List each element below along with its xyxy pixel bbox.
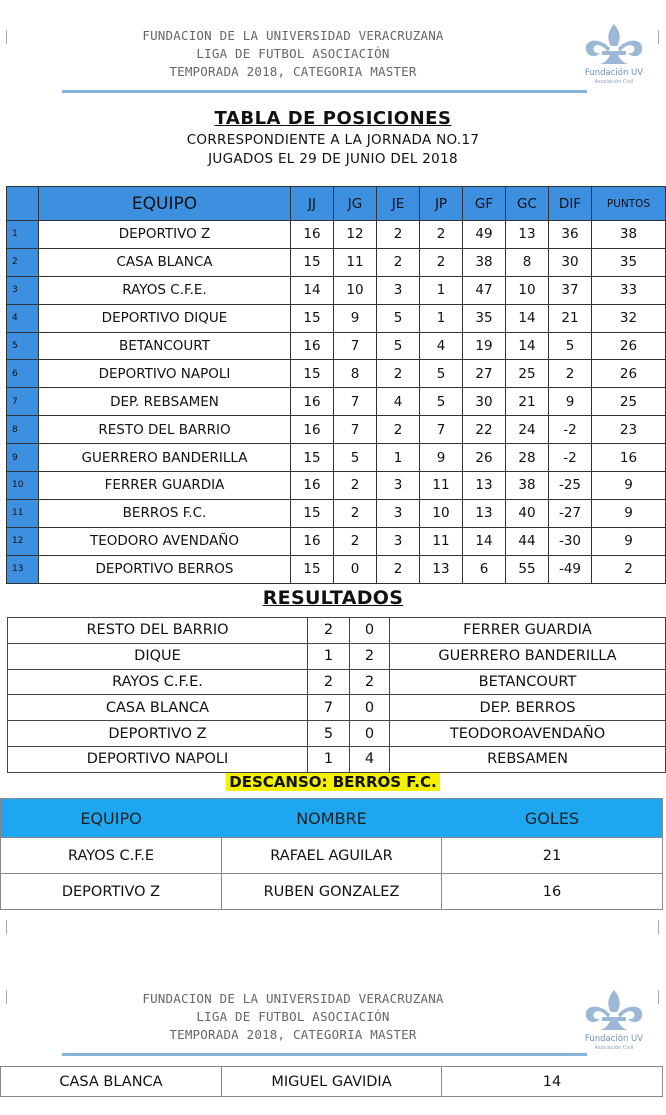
cell-home-team: CASA BLANCA (8, 695, 308, 721)
cell-jp: 2 (420, 248, 463, 276)
cell-away-score: 2 (350, 669, 390, 695)
table-row (7, 472, 666, 500)
cell-equipo: CASA BLANCA (39, 248, 291, 276)
cell-je: 2 (377, 416, 420, 444)
results-table (7, 617, 666, 773)
table-row (7, 332, 666, 360)
cell-gc: 25 (506, 360, 549, 388)
cell-home-score: 5 (308, 721, 350, 747)
rest-note-text: DESCANSO: BERROS F.C. (226, 773, 439, 791)
cell-position: 12 (7, 527, 39, 555)
cell-gc: 14 (506, 304, 549, 332)
cell-position: 1 (7, 221, 39, 249)
table-row (7, 555, 666, 583)
table-row (7, 360, 666, 388)
cell-dif: 2 (549, 360, 592, 388)
scorers-header-goles: GOLES (442, 799, 663, 838)
cell-equipo: BERROS F.C. (39, 499, 291, 527)
result-row (8, 695, 666, 721)
corner-mark (658, 920, 659, 934)
cell-jp: 11 (420, 527, 463, 555)
result-row (8, 643, 666, 669)
header-rule (62, 90, 587, 93)
cell-home-score: 2 (308, 669, 350, 695)
subtitle-jornada: CORRESPONDIENTE A LA JORNADA NO.17 (186, 132, 480, 148)
cell-jp: 7 (420, 416, 463, 444)
cell-position: 8 (7, 416, 39, 444)
scorers-header-equipo: EQUIPO (1, 799, 222, 838)
scorer-row (1, 1067, 663, 1097)
cell-away-team: BETANCOURT (390, 669, 666, 695)
cell-jg: 2 (334, 472, 377, 500)
results-title: RESULTADOS (262, 587, 404, 609)
cell-position: 10 (7, 472, 39, 500)
cell-puntos: 2 (592, 555, 666, 583)
cell-jj: 15 (291, 248, 334, 276)
corner-mark (6, 920, 7, 934)
rest-note (0, 772, 666, 791)
fleur-de-lis-icon (574, 22, 654, 68)
cell-nombre: RUBEN GONZALEZ (222, 874, 442, 910)
cell-je: 3 (377, 499, 420, 527)
title-block (0, 108, 666, 167)
cell-gc: 38 (506, 472, 549, 500)
cell-position: 4 (7, 304, 39, 332)
cell-equipo: DEPORTIVO Z (1, 874, 222, 910)
cell-puntos: 26 (592, 360, 666, 388)
cell-jp: 13 (420, 555, 463, 583)
result-row (8, 618, 666, 644)
cell-equipo: DEP. REBSAMEN (39, 388, 291, 416)
cell-home-team: RAYOS C.F.E. (8, 669, 308, 695)
cell-jp: 2 (420, 221, 463, 249)
cell-je: 5 (377, 304, 420, 332)
cell-dif: 21 (549, 304, 592, 332)
cell-jg: 2 (334, 499, 377, 527)
cell-position: 5 (7, 332, 39, 360)
cell-dif: -2 (549, 444, 592, 472)
table-row (7, 248, 666, 276)
standings-header-row (7, 187, 666, 221)
header-line-2: LIGA DE FUTBOL ASOCIACIÓN (196, 1009, 390, 1024)
cell-dif: -2 (549, 416, 592, 444)
cell-position: 2 (7, 248, 39, 276)
cell-jg: 7 (334, 332, 377, 360)
cell-position: 7 (7, 388, 39, 416)
cell-position: 11 (7, 499, 39, 527)
cell-home-score: 2 (308, 618, 350, 644)
cell-jg: 2 (334, 527, 377, 555)
cell-equipo: DEPORTIVO BERROS (39, 555, 291, 583)
cell-equipo: GUERRERO BANDERILLA (39, 444, 291, 472)
cell-puntos: 35 (592, 248, 666, 276)
subtitle-fecha: JUGADOS EL 29 DE JUNIO DEL 2018 (208, 151, 458, 167)
cell-dif: -27 (549, 499, 592, 527)
cell-dif: 30 (549, 248, 592, 276)
cell-jg: 0 (334, 555, 377, 583)
table-row (7, 416, 666, 444)
cell-gc: 40 (506, 499, 549, 527)
cell-home-team: DIQUE (8, 643, 308, 669)
header-jp: JP (420, 187, 463, 221)
cell-jg: 7 (334, 416, 377, 444)
cell-gc: 14 (506, 332, 549, 360)
cell-goles: 14 (442, 1067, 663, 1097)
cell-equipo: DEPORTIVO DIQUE (39, 304, 291, 332)
cell-away-team: REBSAMEN (390, 746, 666, 772)
cell-goles: 16 (442, 874, 663, 910)
cell-jg: 12 (334, 221, 377, 249)
cell-away-team: FERRER GUARDIA (390, 618, 666, 644)
page-header-2 (0, 966, 666, 1066)
header-gf: GF (463, 187, 506, 221)
header-dif: DIF (549, 187, 592, 221)
cell-puntos: 23 (592, 416, 666, 444)
cell-nombre: RAFAEL AGUILAR (222, 838, 442, 874)
table-row (7, 221, 666, 249)
cell-home-score: 1 (308, 643, 350, 669)
cell-equipo: TEODORO AVENDAÑO (39, 527, 291, 555)
cell-jj: 16 (291, 472, 334, 500)
cell-jg: 9 (334, 304, 377, 332)
header-jj: JJ (291, 187, 334, 221)
cell-equipo: FERRER GUARDIA (39, 472, 291, 500)
cell-away-team: TEODOROAVENDAÑO (390, 721, 666, 747)
cell-position: 9 (7, 444, 39, 472)
header-line-1: FUNDACION DE LA UNIVERSIDAD VERACRUZANA (142, 991, 444, 1006)
logo-text: Fundación UV (584, 68, 644, 78)
cell-jg: 10 (334, 276, 377, 304)
header-line-3: TEMPORADA 2018, CATEGORIA MASTER (169, 1027, 417, 1042)
scorer-row (1, 838, 663, 874)
table-row (7, 527, 666, 555)
cell-gf: 22 (463, 416, 506, 444)
cell-away-score: 0 (350, 618, 390, 644)
cell-dif: 36 (549, 221, 592, 249)
result-row (8, 721, 666, 747)
logo-text: Fundación UV (584, 1034, 644, 1044)
cell-gc: 8 (506, 248, 549, 276)
cell-jp: 5 (420, 360, 463, 388)
corner-mark (658, 30, 659, 44)
cell-goles: 21 (442, 838, 663, 874)
standings-table (6, 186, 666, 584)
header-rule (62, 1053, 587, 1056)
page-header-1 (0, 0, 666, 100)
logo-subtext: Asociación Civil (594, 79, 634, 85)
cell-equipo: DEPORTIVO NAPOLI (39, 360, 291, 388)
cell-jj: 14 (291, 276, 334, 304)
cell-position: 13 (7, 555, 39, 583)
cell-jj: 16 (291, 388, 334, 416)
result-row (8, 669, 666, 695)
cell-je: 4 (377, 388, 420, 416)
cell-jj: 16 (291, 221, 334, 249)
cell-je: 2 (377, 248, 420, 276)
cell-gf: 30 (463, 388, 506, 416)
scorers-header-nombre: NOMBRE (222, 799, 442, 838)
fleur-de-lis-icon (574, 988, 654, 1034)
header-pos (7, 187, 39, 221)
cell-je: 2 (377, 360, 420, 388)
header-line-3: TEMPORADA 2018, CATEGORIA MASTER (169, 64, 417, 79)
cell-je: 1 (377, 444, 420, 472)
cell-jj: 15 (291, 444, 334, 472)
cell-gf: 35 (463, 304, 506, 332)
cell-je: 5 (377, 332, 420, 360)
cell-gf: 19 (463, 332, 506, 360)
cell-gf: 13 (463, 472, 506, 500)
cell-dif: -49 (549, 555, 592, 583)
cell-gc: 55 (506, 555, 549, 583)
cell-equipo: RESTO DEL BARRIO (39, 416, 291, 444)
cell-jg: 7 (334, 388, 377, 416)
cell-je: 2 (377, 555, 420, 583)
cell-jp: 9 (420, 444, 463, 472)
cell-puntos: 33 (592, 276, 666, 304)
header-line-2: LIGA DE FUTBOL ASOCIACIÓN (196, 46, 390, 61)
cell-home-team: DEPORTIVO NAPOLI (8, 746, 308, 772)
cell-gf: 38 (463, 248, 506, 276)
cell-jj: 15 (291, 304, 334, 332)
cell-gc: 28 (506, 444, 549, 472)
cell-away-team: DEP. BERROS (390, 695, 666, 721)
table-row (7, 276, 666, 304)
table-row (7, 304, 666, 332)
scorer-row (1, 874, 663, 910)
cell-jg: 5 (334, 444, 377, 472)
scorers-table-continued (0, 1066, 663, 1097)
cell-equipo: DEPORTIVO Z (39, 221, 291, 249)
cell-gf: 27 (463, 360, 506, 388)
header-je: JE (377, 187, 420, 221)
cell-gc: 24 (506, 416, 549, 444)
scorers-table (0, 798, 663, 910)
cell-jj: 16 (291, 527, 334, 555)
cell-gf: 47 (463, 276, 506, 304)
cell-jp: 4 (420, 332, 463, 360)
header-puntos: PUNTOS (592, 187, 666, 221)
cell-jj: 15 (291, 360, 334, 388)
cell-jj: 16 (291, 416, 334, 444)
cell-jg: 11 (334, 248, 377, 276)
cell-equipo: RAYOS C.F.E. (39, 276, 291, 304)
cell-gc: 21 (506, 388, 549, 416)
cell-puntos: 9 (592, 499, 666, 527)
cell-nombre: MIGUEL GAVIDIA (222, 1067, 442, 1097)
cell-dif: -25 (549, 472, 592, 500)
logo-subtext: Asociación Civil (594, 1045, 634, 1051)
cell-jp: 1 (420, 276, 463, 304)
cell-jp: 1 (420, 304, 463, 332)
fundacion-uv-logo (574, 988, 654, 1050)
cell-away-score: 0 (350, 721, 390, 747)
cell-position: 6 (7, 360, 39, 388)
cell-away-score: 2 (350, 643, 390, 669)
cell-puntos: 9 (592, 527, 666, 555)
cell-puntos: 16 (592, 444, 666, 472)
cell-jp: 5 (420, 388, 463, 416)
cell-puntos: 25 (592, 388, 666, 416)
cell-gc: 13 (506, 221, 549, 249)
cell-away-score: 4 (350, 746, 390, 772)
table-row (7, 444, 666, 472)
cell-je: 3 (377, 527, 420, 555)
cell-gf: 13 (463, 499, 506, 527)
cell-equipo: BETANCOURT (39, 332, 291, 360)
cell-dif: -30 (549, 527, 592, 555)
cell-dif: 9 (549, 388, 592, 416)
table-row (7, 388, 666, 416)
cell-jj: 15 (291, 499, 334, 527)
cell-away-score: 0 (350, 695, 390, 721)
corner-mark (658, 990, 659, 1004)
cell-gf: 14 (463, 527, 506, 555)
cell-jj: 15 (291, 555, 334, 583)
cell-je: 3 (377, 276, 420, 304)
cell-dif: 5 (549, 332, 592, 360)
cell-home-score: 1 (308, 746, 350, 772)
cell-gf: 49 (463, 221, 506, 249)
cell-jp: 10 (420, 499, 463, 527)
result-row (8, 746, 666, 772)
cell-puntos: 26 (592, 332, 666, 360)
header-gc: GC (506, 187, 549, 221)
fundacion-uv-logo (574, 22, 654, 84)
cell-equipo: RAYOS C.F.E (1, 838, 222, 874)
cell-jg: 8 (334, 360, 377, 388)
cell-gf: 6 (463, 555, 506, 583)
cell-puntos: 9 (592, 472, 666, 500)
table-row (7, 499, 666, 527)
cell-home-team: RESTO DEL BARRIO (8, 618, 308, 644)
cell-away-team: GUERRERO BANDERILLA (390, 643, 666, 669)
cell-position: 3 (7, 276, 39, 304)
cell-puntos: 32 (592, 304, 666, 332)
cell-je: 2 (377, 221, 420, 249)
header-jg: JG (334, 187, 377, 221)
cell-je: 3 (377, 472, 420, 500)
page-title: TABLA DE POSICIONES (214, 108, 452, 129)
cell-home-score: 7 (308, 695, 350, 721)
header-line-1: FUNDACION DE LA UNIVERSIDAD VERACRUZANA (142, 28, 444, 43)
cell-gc: 44 (506, 527, 549, 555)
cell-gc: 10 (506, 276, 549, 304)
cell-puntos: 38 (592, 221, 666, 249)
cell-jj: 16 (291, 332, 334, 360)
cell-gf: 26 (463, 444, 506, 472)
header-equipo: EQUIPO (39, 187, 291, 221)
cell-jp: 11 (420, 472, 463, 500)
cell-dif: 37 (549, 276, 592, 304)
cell-home-team: DEPORTIVO Z (8, 721, 308, 747)
scorers-header-row (1, 799, 663, 838)
cell-equipo: CASA BLANCA (1, 1067, 222, 1097)
